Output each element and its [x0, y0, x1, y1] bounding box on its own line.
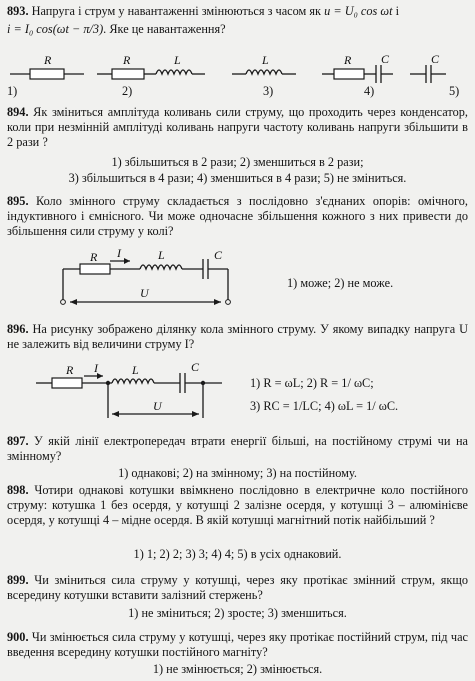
- q893-L2-label: L: [174, 53, 181, 67]
- q893-option-1: 1): [7, 84, 18, 98]
- q894-options-1: 1) збільшиться в 2 рази; 2) зменшиться в 2 рази;: [111, 155, 364, 169]
- q895-I-label: I: [117, 246, 121, 260]
- q895-C-label: C: [214, 248, 223, 262]
- q898-question: [7, 483, 468, 529]
- q895-U-label: U: [140, 286, 149, 300]
- q895-L-label: L: [158, 248, 165, 262]
- q893-R1-label: R: [44, 53, 52, 67]
- q897-options: 1) однакові; 2) на змінному; 3) на постійному.: [118, 466, 357, 480]
- q896-question: [7, 322, 468, 352]
- q900-question: [7, 630, 468, 660]
- q893-u-formula: u = U₀ cos ωt: [324, 4, 393, 18]
- q893-circuit-5: [410, 52, 446, 83]
- q899-text: Чи зміниться сила струму у котушці, через яку протікає змінний струм, якщо всередину котушки вставити залізний стержень?: [7, 573, 468, 603]
- q896-U-label: U: [153, 399, 162, 413]
- q893-question: . Яке це навантаження?: [103, 22, 226, 36]
- q896-text: На рисунку зображено ділянку кола змінного струму. У якому випадку напруга U не залежить від величини струму I?: [7, 322, 468, 352]
- q895-text: Коло змінного струму складається з послідовно з'єднаних опорів: омічного, індуктивного і ємнісного. Чи може одночасне збільшення кожного з них привести до збільшення сили струму у колі?: [7, 194, 468, 239]
- q893-circuit-3: [232, 53, 296, 74]
- q900-text: Чи змінюється сила струму у котушці, через яку протікає постійний струм, під час введення всередину котушки постійного магніту?: [7, 630, 468, 660]
- q893-circuit-4: [322, 52, 393, 83]
- q893-i-formula: i = I₀ cos(ωt − π/3): [7, 22, 104, 36]
- q893-C4-label: C: [381, 52, 390, 66]
- q893-and: і: [395, 4, 399, 18]
- q896-C-label: C: [191, 360, 200, 374]
- q898-number: 898.: [7, 483, 29, 497]
- q893-option-5: 5): [449, 84, 460, 98]
- q895-question: [7, 194, 468, 240]
- q897-text: У якій лінії електропередач втрати енергії більші, на постійному струмі чи на змінному?: [7, 434, 468, 464]
- q894-number: 894.: [7, 105, 29, 119]
- q894-question: [7, 105, 468, 151]
- q895-number: 895.: [7, 194, 29, 208]
- q893-option-2: 2): [122, 84, 133, 98]
- q893-number: 893.: [7, 4, 29, 18]
- q898-options: 1) 1; 2) 2; 3) 3; 4) 4; 5) в усіх однаковий.: [133, 547, 342, 561]
- q893-option-3: 3): [263, 84, 274, 98]
- q896-I-label: I: [94, 361, 98, 375]
- q895-circuit: [61, 246, 231, 305]
- q893-option-4: 4): [364, 84, 375, 98]
- q893-R4-label: R: [344, 53, 352, 67]
- q897-question: [7, 434, 468, 464]
- q893-C5-label: C: [431, 52, 440, 66]
- q896-R-label: R: [66, 363, 74, 377]
- q895-R-label: R: [90, 250, 98, 264]
- q899-options: 1) не зміниться; 2) зросте; 3) зменшиться.: [128, 606, 347, 620]
- q900-options: 1) не змінюється; 2) змінюється.: [152, 662, 323, 676]
- q893-text: Напруга і струм у навантаженні змінюються з часом як: [31, 4, 322, 18]
- q893-R2-label: R: [123, 53, 131, 67]
- q896-L-label: L: [132, 363, 139, 377]
- q896-options-1: 1) R = ωL; 2) R = 1/ ωC;: [250, 376, 374, 390]
- q894-options-2: 3) збільшиться в 4 рази; 4) зменшиться в 4 рази; 5) не зміниться.: [68, 171, 407, 185]
- q894-text: Як зміниться амплітуда коливань сили струму, що проходить через конденсатор, коли при незмінній амплітуді коливань напруги частоту коливань напруги збільшити в 2 рази ?: [7, 105, 468, 150]
- q893-circuit-2: [97, 53, 205, 79]
- q900-number: 900.: [7, 630, 29, 644]
- q899-question: [7, 573, 468, 603]
- q896-circuit: [36, 360, 222, 418]
- q896-options-2: 3) RC = 1/LC; 4) ωL = 1/ ωC.: [250, 399, 399, 413]
- q895-options: 1) може; 2) не може.: [287, 276, 394, 290]
- q897-number: 897.: [7, 434, 29, 448]
- q893-L3-label: L: [262, 53, 269, 67]
- q899-number: 899.: [7, 573, 29, 587]
- q896-number: 896.: [7, 322, 29, 336]
- q893-circuit-1: [10, 53, 84, 79]
- q898-text: Чотири однакові котушки ввімкнено послідовно в електричне коло постійного струму: котушка 1 без осердя, у котушці 2 залізне осердя, у котушці 3 – алюмінієве осердя, у котушці 4 – мідне осердя. В якій котушці магнітний потік найбільший ?: [7, 483, 469, 528]
